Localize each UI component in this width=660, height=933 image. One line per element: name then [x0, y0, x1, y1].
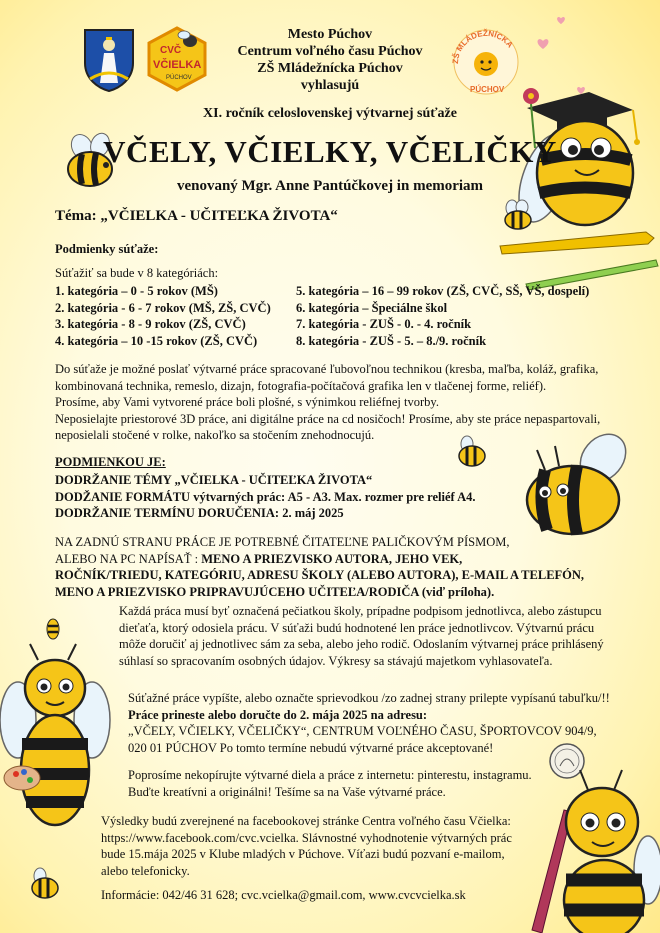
- requirement-item: DODŽANIE FORMÁTU výtvarných prác: A5 - A3. Max. rozmer pre reliéf A4.: [55, 489, 476, 504]
- cvc-logo-text-2: VČIELKA: [153, 59, 202, 71]
- header-organizer-city: Mesto Púchov: [287, 27, 373, 42]
- paragraph-line: ROČNÍK/TRIEDU, KATEGÓRIU, ADRESU ŠKOLY (ALEBO AUTORA), E-MAIL A TELEFÓN,: [55, 568, 585, 582]
- category-item: 8. kategória - ZUŠ - 5. – 8./9. ročník: [296, 334, 487, 349]
- paragraph-line: Práce prineste alebo doručte do 2. mája 2025 na adresu:: [128, 707, 428, 722]
- bee-illustration: [28, 868, 62, 900]
- requirement-item: DODRŽANIE TERMÍNU DORUČENIA: 2. máj 2025: [55, 506, 344, 520]
- back-side-instructions: [55, 534, 640, 600]
- paragraph-line: môže doručiť aj jednotlivec sám za seba, alebo jeho rodič. Odoslaním výtvarnej práce prihlásený: [119, 637, 604, 651]
- paragraph-line: Do súťaže je možné poslať výtvarné práce spracované ľubovoľnou technikou (kresba, maľba, koláž, grafika,: [55, 362, 599, 376]
- bee-illustration: [515, 430, 635, 540]
- paragraph-line: 020 01 PÚCHOV Po tomto termíne nebudú výtvarné práce akceptované!: [128, 740, 494, 755]
- page-title: VČELY, VČIELKY, VČELIČKY: [103, 134, 557, 169]
- paragraph-line: NA ZADNÚ STRANU PRÁCE JE POTREBNÉ ČITATEĽNE PALIČKOVÝM PÍSMOM,: [55, 535, 510, 549]
- paragraph-line: Súťažné práce vypíšte, alebo označte sprievodkou /zo zadnej strany prilepte vypísanú tabuľku/!!: [128, 691, 610, 705]
- requirements-list: [55, 472, 476, 522]
- paragraph-line: Výsledky budú zverejnené na facebookovej stránke Centra voľného času Včielka:: [101, 814, 511, 828]
- cvc-logo-text-1: CVČ: [160, 45, 182, 56]
- paragraph-line: dieťaťa, ktorý odosiela prácu. V súťaži budú hodnotené len práce jednotlivcov. Výtvarnú prácu: [119, 620, 595, 635]
- paragraph-line: Neposielajte priestorové 3D práce, ani digitálne práce na cd nosičoch! Prosíme, aby ste práce nepaspartovali,: [55, 411, 601, 426]
- school-logo-bottom-text: PÚCHOV: [470, 85, 505, 94]
- paragraph-line: Prosíme, aby Vami vytvorené práce boli plošné, s výnimkou reliéfnej tvorby.: [55, 395, 439, 409]
- results-paragraph: [101, 813, 541, 879]
- category-item: 5. kategória – 16 – 99 rokov (ZŠ, CVČ, SŠ, VŠ, dospelí): [296, 284, 590, 298]
- category-item: 2. kategória - 6 - 7 rokov (MŠ, ZŠ, CVČ): [55, 300, 271, 315]
- painter-bee-illustration: [0, 640, 115, 840]
- paragraph-line: bude 15.mája 2025 v Klube mladých v Púchove. Víťazi budú pozvaní e-mailom,: [101, 847, 505, 861]
- header-organizer-center: Centrum voľného času Púchov: [237, 44, 423, 59]
- cvc-logo-text-3: PÚCHOV: [166, 75, 192, 81]
- conditions-heading: Podmienky súťaže:: [55, 242, 159, 256]
- stamp-paragraph: [119, 603, 619, 669]
- category-item: 4. kategória – 10 -15 rokov (ZŠ, CVČ): [55, 334, 258, 349]
- header-announce: vyhlasujú: [300, 78, 360, 93]
- category-item: 1. kategória – 0 - 5 rokov (MŠ): [55, 284, 218, 298]
- paragraph-line: [55, 551, 640, 568]
- techniques-paragraph: [55, 361, 615, 444]
- originality-paragraph: [128, 767, 568, 800]
- requirement-item: DODRŽANIE TÉMY „VČIELKA - UČITEĽKA ŽIVOTA“: [55, 473, 373, 487]
- heart-icon: [556, 16, 566, 25]
- categories-intro: Súťažiť sa bude v 8 kategóriách:: [55, 266, 219, 280]
- bee-illustration: [44, 617, 62, 641]
- category-item: 6. kategória – Špeciálne škol: [296, 300, 448, 315]
- paragraph-fragment: ALEBO NA PC NAPÍSAŤ :: [55, 551, 202, 566]
- competition-edition: XI. ročník celoslovenskej výtvarnej súťaže: [203, 106, 457, 121]
- paragraph-fragment-bold: MENO A PRIEZVISKO AUTORA, JEHO VEK,: [201, 551, 463, 566]
- contact-info: Informácie: 042/46 31 628; cvc.vcielka@gmail.com, www.cvcvcielka.sk: [101, 888, 466, 902]
- school-logo-ring-text: ZŠ MLÁDEŽNÍCKA: [450, 28, 515, 65]
- paragraph-line: https://www.facebook.com/cvc.vcielka. Slávnostné vyhodnotenie výtvarných prác: [101, 830, 512, 845]
- paragraph-line: neposielali stočené v rolke, nakoľko sa stočením znehodnocujú.: [55, 428, 375, 442]
- category-item: 7. kategória - ZUŠ - 0. - 4. ročník: [296, 317, 472, 332]
- categories-right: [296, 283, 589, 350]
- paragraph-line: súhlasí so spracovaním osobných údajov. Výkresy sa stávajú majetkom vyhlasovateľa.: [119, 653, 553, 668]
- requirement-heading: PODMIENKOU JE:: [55, 455, 166, 469]
- categories-left: [55, 283, 271, 350]
- paragraph-line: kombinovaná technika, remeslo, dizajn, fotografia-počítačová grafika len v tlačenej forme, reliéf).: [55, 378, 547, 393]
- paragraph-line: Každá práca musí byť označená pečiatkou školy, prípadne podpisom jednotlivca, alebo zástupcu: [119, 604, 602, 618]
- dedication: venovaný Mgr. Anne Pantúčkovej in memoriam: [176, 178, 484, 194]
- paragraph-line: alebo telefonicky.: [101, 863, 190, 878]
- category-item: 3. kategória - 8 - 9 rokov (ZŠ, CVČ): [55, 317, 246, 332]
- header-organizer-school: ZŠ Mládežnícka Púchov: [257, 61, 403, 76]
- paragraph-line: „VČELY, VČIELKY, VČELIČKY“, CENTRUM VOĽNÉHO ČASU, ŠPORTOVCOV 904/9,: [128, 724, 597, 738]
- delivery-paragraph: [128, 690, 628, 756]
- paragraph-line: Buďte kreatívni a originálni! Tešíme sa na Vaše výtvarné práce.: [128, 784, 446, 799]
- theme-heading: Téma: „VČIELKA - UČITEĽKA ŽIVOTA“: [55, 208, 338, 224]
- paragraph-line: Poprosíme nekopírujte výtvarné diela a práce z internetu: pinterestu, instagramu.: [128, 768, 532, 782]
- paragraph-line: MENO A PRIEZVISKO PRIPRAVUJÚCEHO UČITEĽA/RODIČA (viď príloha).: [55, 584, 495, 599]
- pencil-illustration: [496, 220, 660, 290]
